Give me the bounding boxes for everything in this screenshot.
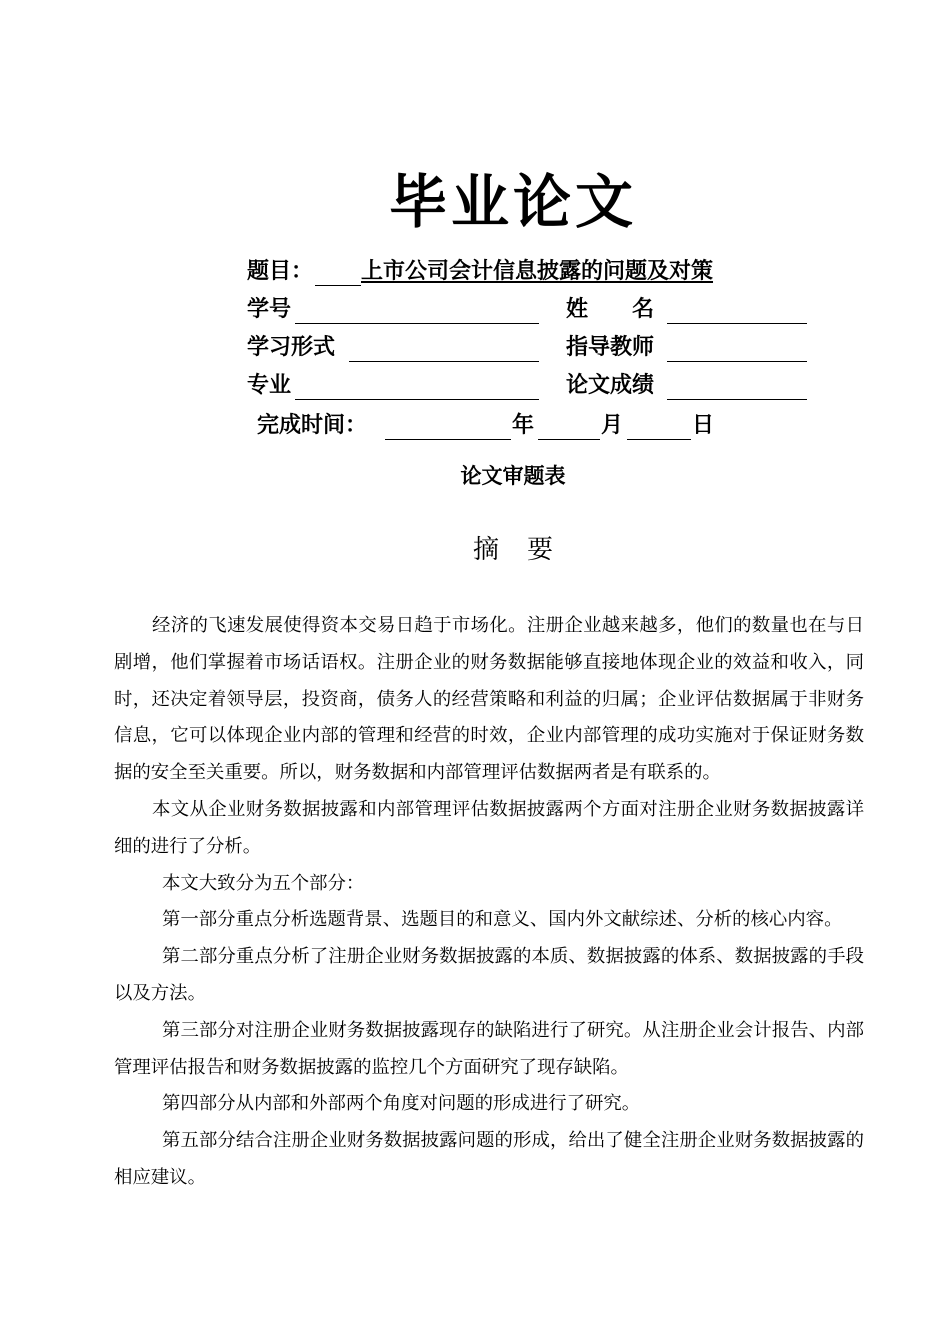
study-form-advisor-row: [247, 332, 809, 364]
student-id-field[interactable]: [295, 323, 539, 324]
name-field[interactable]: [667, 323, 807, 324]
completion-time-row: [247, 410, 727, 442]
study-form-field[interactable]: [349, 361, 539, 362]
review-table-title: 论文审题表: [460, 464, 566, 488]
topic-underline-lead: [315, 285, 361, 286]
month-field[interactable]: [538, 439, 600, 440]
abstract-paragraph: 第二部分重点分析了注册企业财务数据披露的本质、数据披露的体系、数据披露的手段以及方法。: [114, 946, 864, 1004]
abstract-paragraph: 本文大致分为五个部分：: [162, 872, 365, 894]
month-label: 月: [601, 413, 624, 438]
student-id-name-row: [247, 294, 809, 326]
abstract-body: [114, 608, 864, 1197]
completion-time-label: 完成时间：: [257, 413, 368, 438]
grade-label: 论文成绩: [566, 373, 655, 398]
day-field[interactable]: [627, 439, 691, 440]
study-form-label: 学习形式: [247, 335, 336, 360]
grade-field[interactable]: [667, 399, 807, 400]
major-field[interactable]: [295, 399, 539, 400]
abstract-paragraph: 第三部分对注册企业财务数据披露现存的缺陷进行了研究。从注册企业会计报告、内部管理评估报告和财务数据披露的监控几个方面研究了现存缺陷。: [114, 1019, 864, 1078]
abstract-paragraph: 第一部分重点分析选题背景、选题目的和意义、国内外文献综述、分析的核心内容。: [162, 909, 843, 931]
major-label: 专业: [247, 373, 292, 398]
abstract-paragraph: 第四部分从内部和外部两个角度对问题的形成进行了研究。: [162, 1093, 641, 1115]
year-field[interactable]: [385, 439, 511, 440]
abstract-paragraph: 经济的飞速发展使得资本交易日趋于市场化。注册企业越来越多，他们的数量也在与日剧增，他们掌握着市场话语权。注册企业的财务数据能够直接地体现企业的效益和收入，同时，还决定着领导层，投资商，债务人的经营策略和利益的归属；企业评估数据属于非财务信息，它可以体现企业内部的管理和经营的时效，企业内部管理的成功实施对于保证财务数据的安全至关重要。所以，财务数据和内部管理评估数据两者是有联系的。: [114, 615, 864, 784]
abstract-title: 摘要: [472, 535, 581, 565]
topic-value: 上市公司会计信息披露的问题及对策: [361, 259, 714, 284]
student-id-label: 学号: [247, 297, 292, 322]
year-label: 年: [512, 413, 535, 438]
abstract-paragraph: 第五部分结合注册企业财务数据披露问题的形成，给出了健全注册企业财务数据披露的相应建议。: [114, 1130, 864, 1188]
advisor-field[interactable]: [667, 361, 807, 362]
topic-label: 题目：: [247, 259, 314, 284]
topic-row: [247, 256, 807, 288]
abstract-paragraph: 本文从企业财务数据披露和内部管理评估数据披露两个方面对注册企业财务数据披露详细的进行了分析。: [114, 798, 864, 857]
advisor-label: 指导教师: [566, 335, 655, 360]
major-grade-row: [247, 370, 809, 402]
main-title: 毕业论文: [388, 168, 637, 236]
day-label: 日: [692, 413, 715, 438]
name-label: 姓 名: [566, 297, 655, 322]
